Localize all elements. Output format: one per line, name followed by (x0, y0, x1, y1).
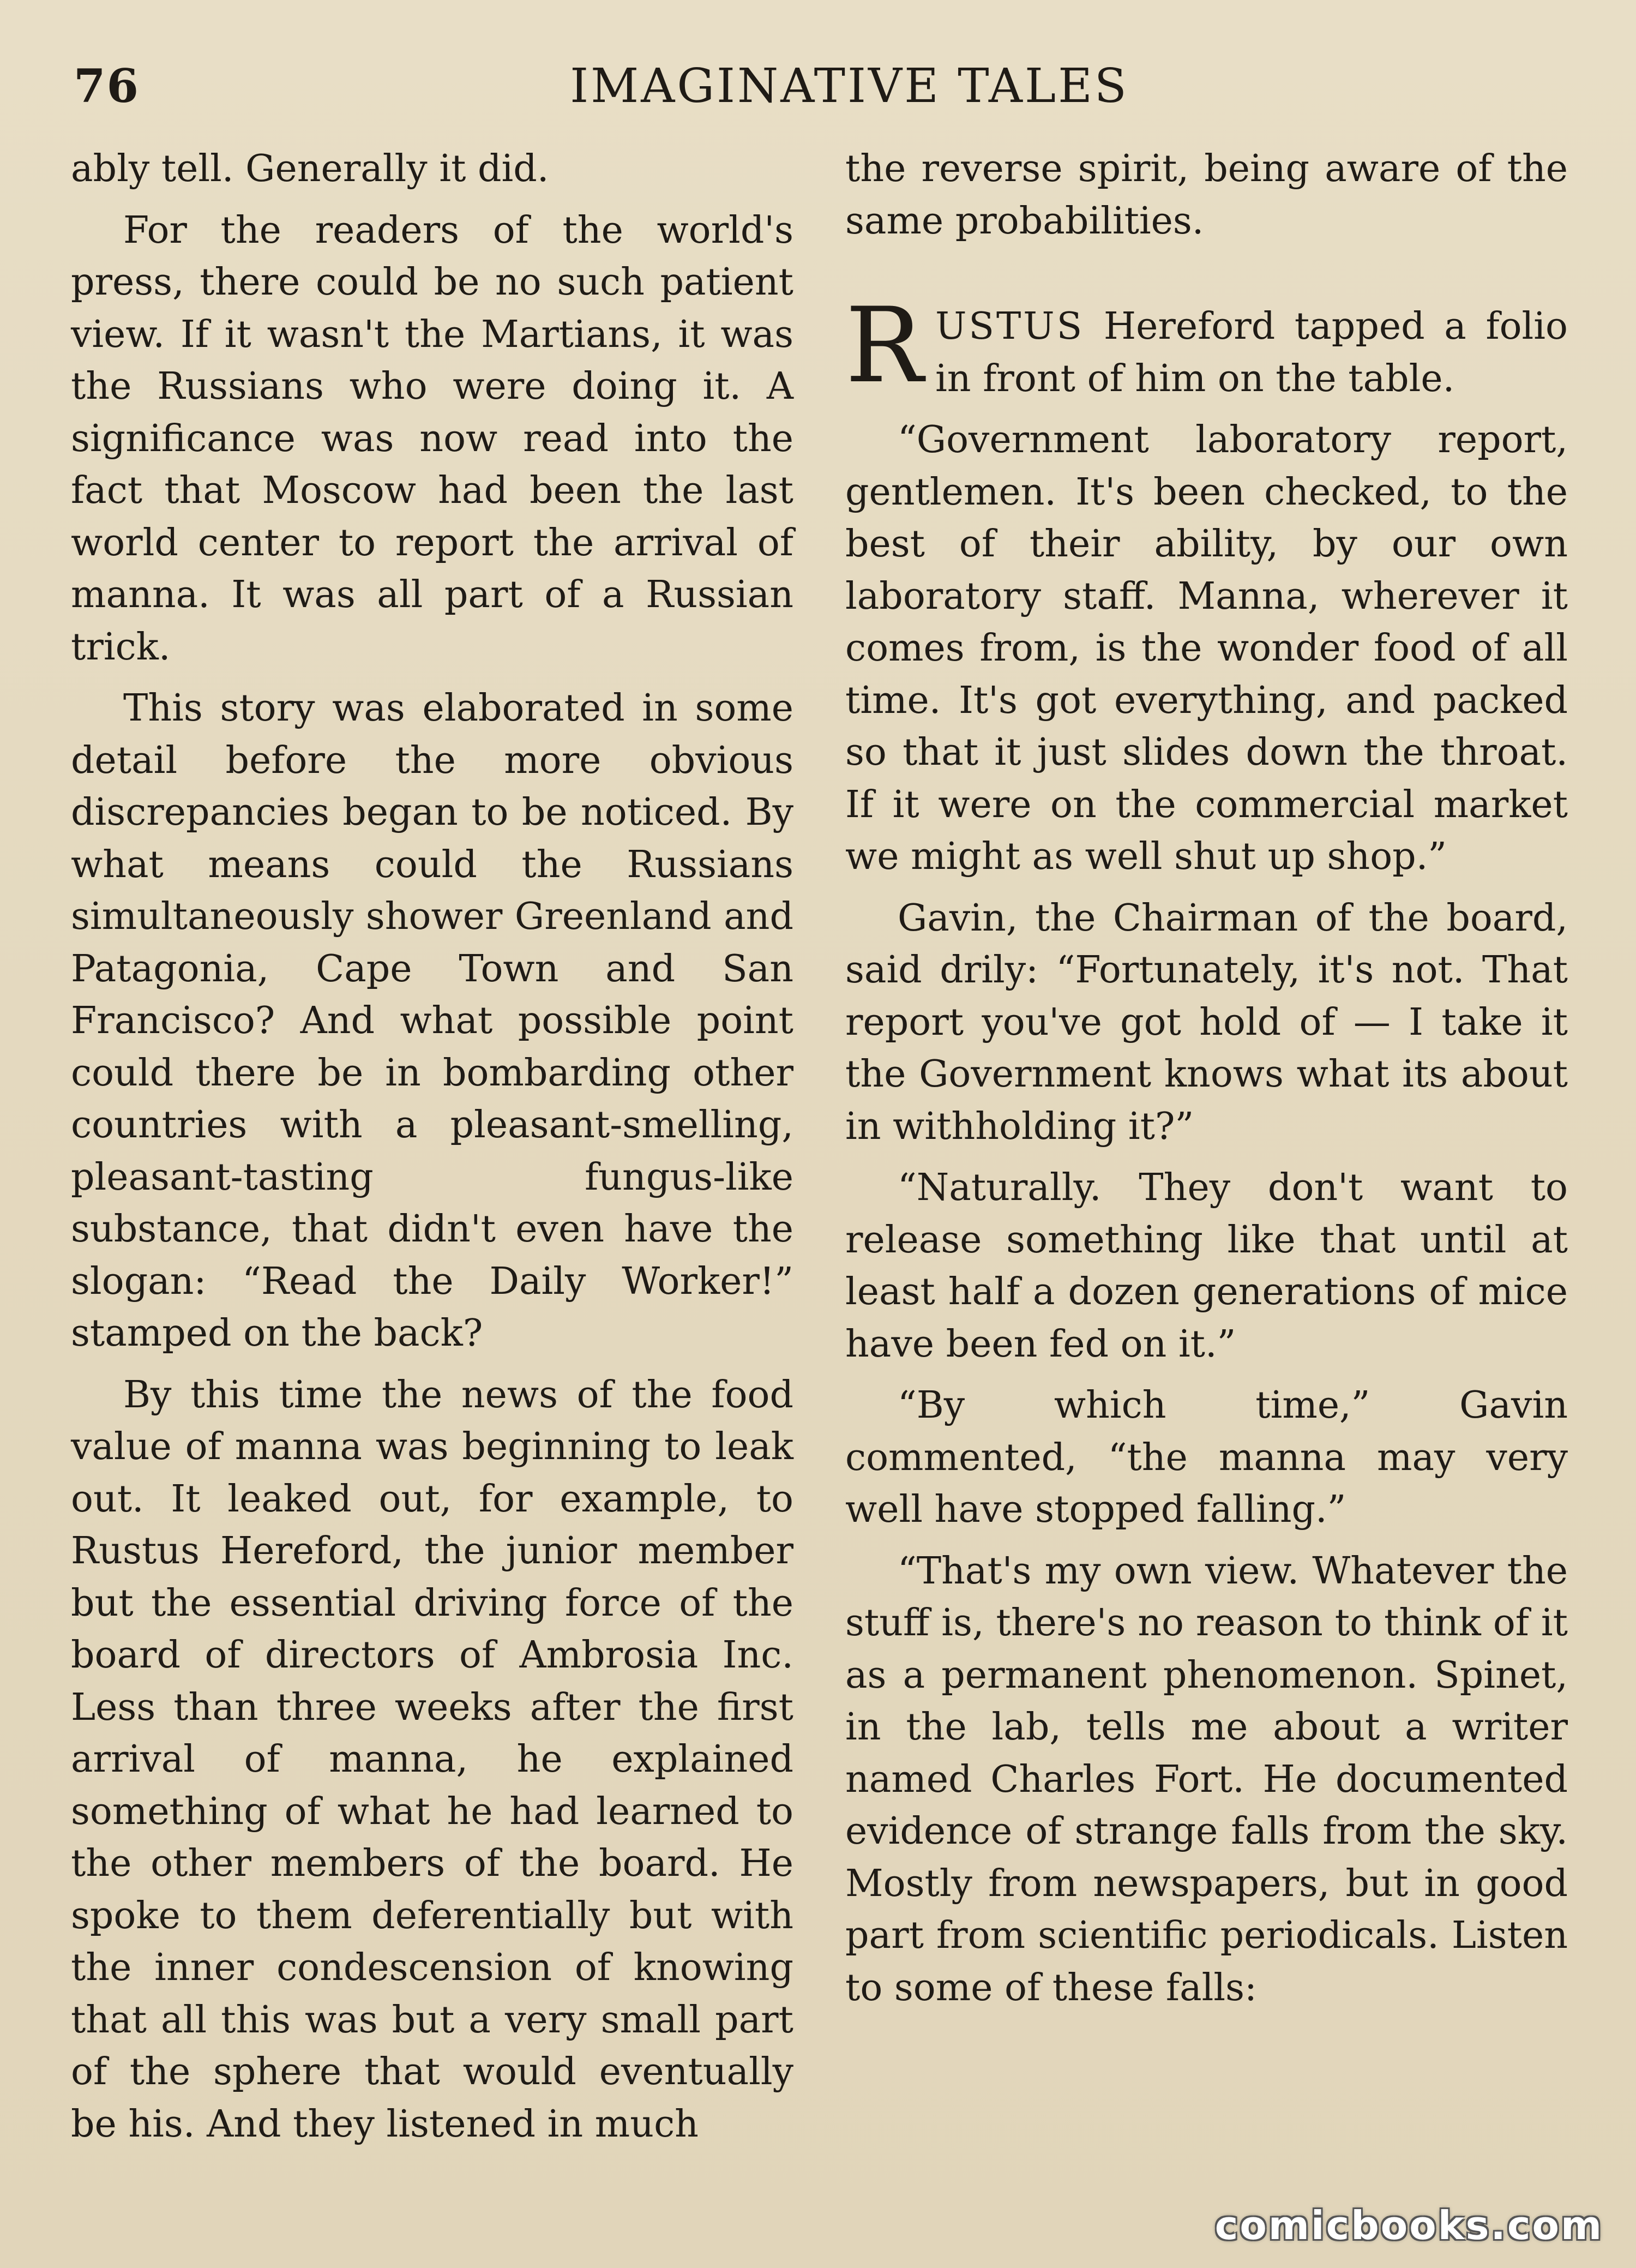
paragraph: For the readers of the world's press, there could be no such patient view. If it wasn't the Martians, it was the Russians who were doing it. A significance was now read into the fact that Moscow had been the last world center to report the arrival of manna. It was all part of a Russian trick. (71, 208, 793, 669)
running-title: IMAGINATIVE TALES (570, 59, 1129, 113)
right-column (845, 143, 1568, 2023)
left-column (71, 143, 793, 2159)
paragraph: “Government laboratory report, gentlemen. It's been checked, to the best of their ability, by our own laboratory staff. Manna, wherever it comes from, is the wonder food of all time. It's got everything, and packed so that it just slides down the throat. If it were on the commercial market we might as well shut up shop.” (845, 418, 1568, 878)
page-number: 76 (74, 59, 140, 113)
paragraph: “By which time,” Gavin commented, “the manna may very well have stopped falling.” (845, 1384, 1568, 1531)
paragraph: This story was elaborated in some detail before the more obvious discrepancies began to be noticed. By what means could the Russians simultaneously shower Greenland and Patagonia, Cape Town and San Francisco? And what possible point could there be in bombarding other countries with a pleasant-smelling, pleasant-tasting fungus-like substance, that didn't even have the slogan: “Read the Daily Worker!” stamped on the back? (71, 687, 793, 1355)
paragraph: ably tell. Generally it did. (71, 147, 549, 190)
paragraph: the reverse spirit, being aware of the same probabilities. (845, 147, 1568, 243)
drop-cap: R (845, 285, 924, 406)
dropcap-paragraph (845, 285, 1568, 406)
paragraph: “Naturally. They don't want to release something like that until at least half a dozen generations of mice have been fed on it.” (845, 1166, 1568, 1366)
watermark: comicbooks.com (1214, 2203, 1603, 2248)
page-header (74, 59, 1565, 119)
small-caps-lead: USTUS (935, 305, 1085, 348)
paragraph: Gavin, the Chairman of the board, said drily: “Fortunately, it's not. That report you've got hold of — I take it the Government knows what its about in withholding it?” (845, 896, 1568, 1148)
paragraph: “That's my own view. Whatever the stuff is, there's no reason to think of it as a permanent phenomenon. Spinet, in the lab, tells me about a writer named Charles Fort. He documented evidence of strange falls from the sky. Mostly from newspapers, but in good part from scientific periodicals. Listen to some of these falls: (845, 1549, 1568, 2009)
paragraph: By this time the news of the food value of manna was beginning to leak out. It leaked out, for example, to Rustus Hereford, the junior member but the essential driving force of the board of directors of Ambrosia Inc. Less than three weeks after the first arrival of manna, he explained something of what he had learned to the other members of the board. He spoke to them deferentially but with the inner condescension of knowing that all this was but a very small part of the sphere that would eventually be his. And they listened in much (71, 1373, 793, 2146)
dropcap-paragraph-text: Hereford tapped a folio in front of him on the table. (935, 305, 1568, 400)
